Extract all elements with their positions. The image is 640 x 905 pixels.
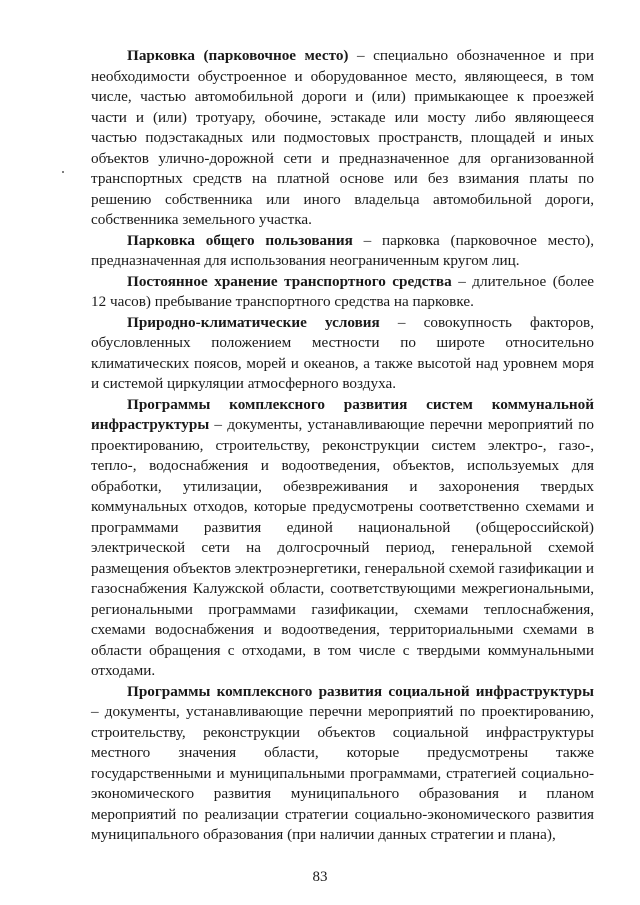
definition-permanent-storage xyxy=(91,272,594,313)
scan-speck xyxy=(62,171,64,173)
definition-text: – документы, устанавливающие перечни мероприятий по проектированию, строительству, реконструкции объектов социальной инфраструктуры местного значения области, которые предусмотрены также государственными и муниципальными программами, стратегией социально-экономического развития муниципального образования и планом мероприятий по реализации стратегии социально-экономического развития муниципального образования (при наличии данных стратегии и плана), xyxy=(91,703,594,843)
definition-term: Парковка общего пользования xyxy=(127,231,353,249)
definition-term: Природно-климатические условия xyxy=(127,313,380,331)
definition-text: – документы, устанавливающие перечни мероприятий по проектированию, строительству, реконструкции систем электро-, газо-, тепло-, водоснабжения и водоотведения, объектов, используемых для обработки, утилизации, обезвреживания и захоронения твердых коммунальных отходов, которые предусмотрены соответственно схемами и программами развития единой национальной (общероссийской) электрической сети на долгосрочный период, генеральной схемой размещения объектов электроэнергетики, генеральной схемой газификации и газоснабжения Калужской области, соответствующими межрегиональными, региональными программами газификации, схемами теплоснабжения, схемами водоснабжения и водоотведения, территориальными схемами в области обращения с отходами, в том числе с твердыми коммунальными отходами. xyxy=(91,416,594,679)
definition-text: – парковка (парковочное место), предназначенная для использования неограниченным кругом лиц. xyxy=(91,231,594,269)
definition-term: Программы комплексного развития систем коммунальной инфраструктуры xyxy=(91,395,594,433)
definition-parking xyxy=(91,46,594,231)
document-body xyxy=(91,46,594,846)
definition-social-infrastructure-programs xyxy=(91,682,594,846)
definition-communal-infrastructure-programs xyxy=(91,395,594,682)
page-number: 83 xyxy=(312,869,328,885)
definition-term: Парковка (парковочное место) xyxy=(127,47,349,64)
definition-climatic-conditions xyxy=(91,313,594,395)
definition-public-parking xyxy=(91,231,594,272)
definition-text: – специально обозначенное и при необходимости обустроенное и оборудованное место, являющееся, в том числе, частью автомобильной дороги и (или) примыкающее к проезжей части и (или) тротуару, обочине, эстакаде или мосту либо являющееся частью подэстакадных или подмостовых пространств, площадей и иных объектов улично-дорожной сети и предназначенное для организованной транспортных средств на платной основе или без взимания платы по решению собственника или иного владельца автомобильной дороги, собственника земельного участка. xyxy=(91,47,594,228)
definition-text: – совокупность факторов, обусловленных положением местности по широте относительно климатических поясов, морей и океанов, а также высотой над уровнем моря и системой циркуляции атмосферного воздуха. xyxy=(91,313,595,392)
definition-term: Программы комплексного развития социальной инфраструктуры xyxy=(127,682,594,700)
definition-term: Постоянное хранение транспортного средства xyxy=(127,272,452,290)
definition-text: – длительное (более 12 часов) пребывание транспортного средства на парковке. xyxy=(91,272,594,310)
